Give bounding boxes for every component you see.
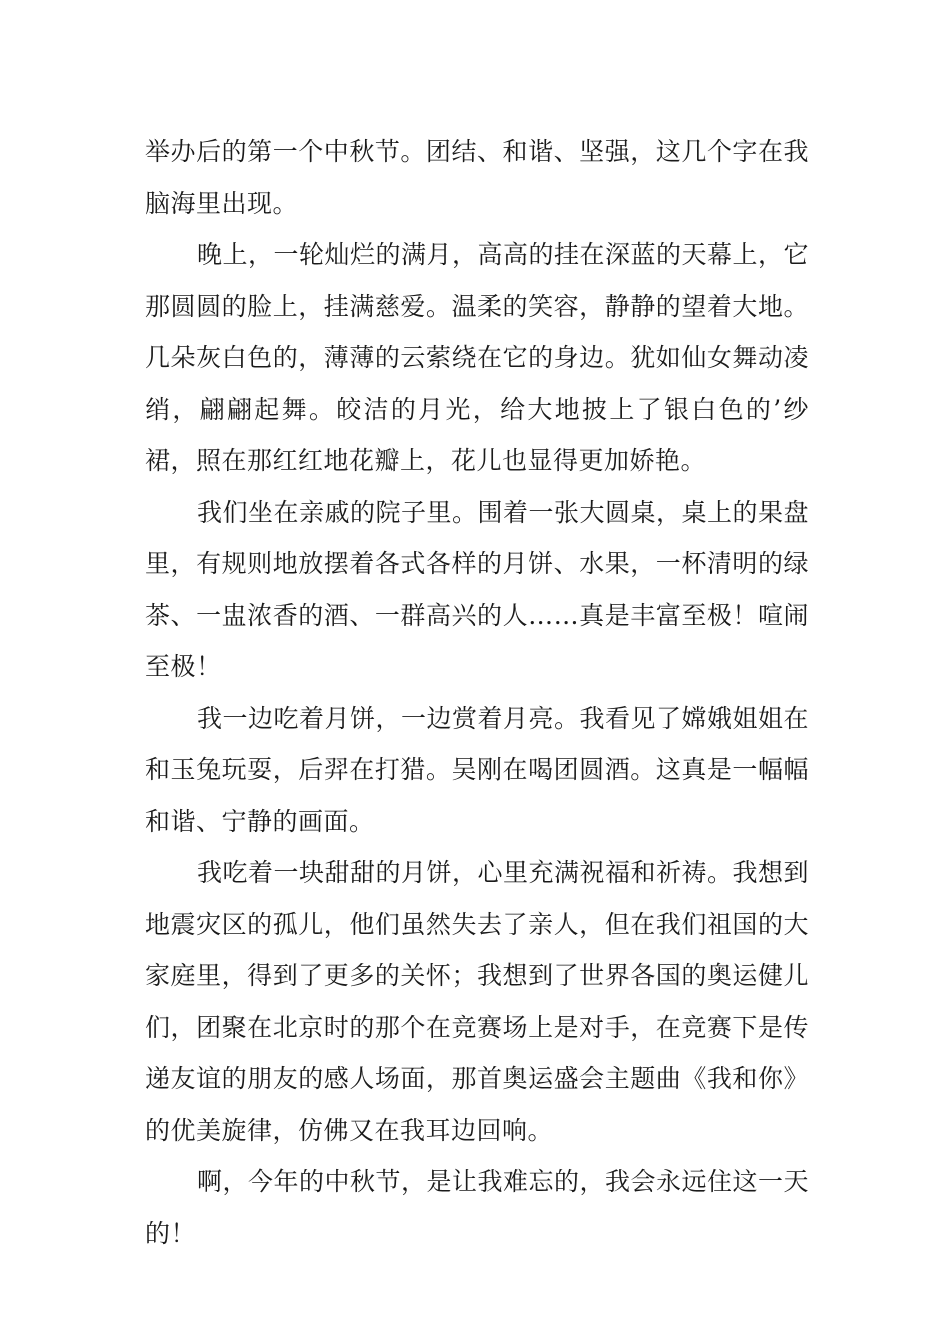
paragraph-4: 我一边吃着月饼，一边赏着月亮。我看见了嫦娥姐姐在和玉兔玩耍，后羿在打猎。吴刚在喝团圆酒。这真是一幅幅和谐、宁静的画面。 bbox=[145, 703, 810, 836]
paragraph-5: 我吃着一块甜甜的月饼，心里充满祝福和祈祷。我想到地震灾区的孤儿，他们虽然失去了亲人，但在我们祖国的大家庭里，得到了更多的关怀；我想到了世界各国的奥运健儿们，团聚在北京时的那个在竞赛场上是对手，在竞赛下是传递友谊的朋友的感人场面，那首奥运盛会主题曲《我和你》的优美旋律，仿佛又在我耳边回响。 bbox=[145, 858, 810, 1145]
paragraph-2: 晚上，一轮灿烂的满月，高高的挂在深蓝的天幕上，它那圆圆的脸上，挂满慈爱。温柔的笑容，静静的望着大地。几朵灰白色的，薄薄的云萦绕在它的身边。犹如仙女舞动凌绡，翩翩起舞。皎洁的月光，给大地披上了银白色的’纱裙，照在那红红地花瓣上，花儿也显得更加娇艳。 bbox=[145, 240, 810, 475]
essay-body bbox=[145, 126, 809, 1259]
paragraph-1: 举办后的第一个中秋节。团结、和谐、坚强，这几个字在我脑海里出现。 bbox=[145, 137, 809, 218]
paragraph-6: 啊，今年的中秋节，是让我难忘的，我会永远住这一天的！ bbox=[145, 1167, 810, 1248]
paragraph-3: 我们坐在亲戚的院子里。围着一张大圆桌，桌上的果盘里，有规则地放摆着各式各样的月饼、水果，一杯清明的绿茶、一盅浓香的酒、一群高兴的人……真是丰富至极！喧闹至极！ bbox=[145, 497, 810, 681]
